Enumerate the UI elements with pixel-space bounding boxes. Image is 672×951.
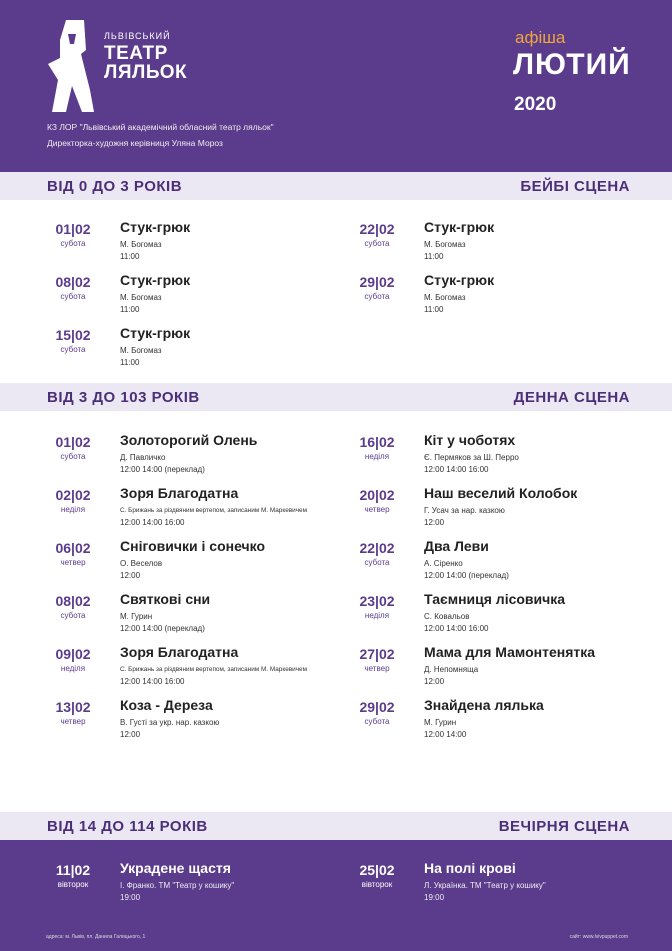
- event-date: 02|02: [55, 487, 91, 503]
- director-line: Директорка-художня керівниця Уляна Мороз: [47, 138, 223, 148]
- event-date: 13|02: [55, 699, 91, 715]
- event-title: Стук-грюк: [120, 325, 191, 341]
- event-title: Стук-грюк: [120, 272, 191, 288]
- event-weekday: субота: [60, 239, 86, 248]
- event-weekday: неділя: [364, 452, 390, 461]
- logo-word-puppets: ЛЯЛЬОК: [104, 62, 188, 83]
- event-time: 11:00: [120, 252, 140, 261]
- event-author: А. Сіренко: [424, 559, 463, 568]
- event-date: 08|02: [55, 593, 91, 609]
- event-title: Таємниця лісовичка: [424, 591, 566, 607]
- event-author: Л. Українка. ТМ "Театр у кошику": [424, 881, 546, 890]
- event-time: 11:00: [424, 305, 444, 314]
- event-weekday: субота: [364, 239, 390, 248]
- event-title: Мама для Мамонтенятка: [424, 644, 596, 660]
- stage-name: БЕЙБІ СЦЕНА: [520, 178, 630, 195]
- event-title: Два Леви: [424, 538, 489, 554]
- stage-name: ДЕННА СЦЕНА: [513, 389, 630, 406]
- event-date: 08|02: [55, 274, 91, 290]
- event-title: На полі крові: [424, 860, 516, 876]
- event-author: Д. Непомняща: [424, 665, 479, 674]
- year-title: 2020: [514, 94, 557, 115]
- event-title: Золоторогий Олень: [120, 432, 258, 448]
- event-date: 16|02: [359, 434, 395, 450]
- event-time: 12:00: [120, 730, 141, 739]
- event-weekday: субота: [60, 292, 86, 301]
- event-author: Є. Пермяков за Ш. Перро: [424, 453, 519, 462]
- event-weekday: неділя: [60, 505, 86, 514]
- event-time: 12:00 14:00 16:00: [424, 465, 489, 474]
- event-time: 12:00: [424, 518, 445, 527]
- event-author: С. Ковальов: [424, 612, 470, 621]
- event-weekday: четвер: [60, 717, 86, 726]
- event-title: Стук-грюк: [424, 272, 495, 288]
- event-title: Кіт у чоботях: [424, 432, 516, 448]
- afisha-label: афіша: [515, 28, 566, 47]
- theatre-figure-logo-icon: [46, 20, 98, 114]
- event-weekday: неділя: [60, 664, 86, 673]
- event-title: Коза - Дереза: [120, 697, 213, 713]
- event-time: 12:00: [120, 571, 141, 580]
- section-band-evening: [0, 812, 672, 840]
- event-time: 11:00: [120, 305, 140, 314]
- event-time: 12:00 14:00 16:00: [120, 518, 185, 527]
- logo-word-theatre: ТЕАТР: [104, 43, 168, 64]
- event-time: 19:00: [120, 893, 141, 902]
- event-date: 22|02: [359, 221, 395, 237]
- event-title: Святкові сни: [120, 591, 211, 607]
- section-band-baby: [0, 172, 672, 200]
- event-title: Зоря Благодатна: [120, 644, 239, 660]
- event-date: 29|02: [359, 274, 395, 290]
- event-time: 11:00: [424, 252, 444, 261]
- event-author: М. Богомаз: [424, 293, 466, 302]
- event-time: 12:00 14:00 (переклад): [120, 465, 205, 474]
- event-time: 12:00 14:00 (переклад): [424, 571, 509, 580]
- event-title: Зоря Благодатна: [120, 485, 239, 501]
- age-range: ВІД 14 ДО 114 РОКІВ: [47, 818, 208, 835]
- event-date: 22|02: [359, 540, 395, 556]
- event-author: М. Гурин: [424, 718, 457, 727]
- event-weekday: субота: [364, 292, 390, 301]
- event-author: О. Веселов: [120, 559, 163, 568]
- event-date: 20|02: [359, 487, 395, 503]
- event-time: 12:00 14:00: [424, 730, 467, 739]
- header: [0, 0, 672, 172]
- event-author: В. Густі за укр. нар. казкою: [120, 718, 220, 727]
- event-date: 09|02: [55, 646, 91, 662]
- event-date: 11|02: [55, 862, 91, 878]
- event-title: Сніговички і сонечко: [120, 538, 266, 554]
- address-footer: адреса: м. Львів, пл. Данила Галицького, 1: [46, 934, 146, 940]
- event-date: 06|02: [55, 540, 91, 556]
- event-date: 27|02: [359, 646, 395, 662]
- event-title: Наш веселий Колобок: [424, 485, 578, 501]
- event-author: І. Франко. ТМ "Театр у кошику": [120, 881, 235, 890]
- event-author: М. Богомаз: [424, 240, 466, 249]
- event-weekday: субота: [364, 717, 390, 726]
- event-author: М. Богомаз: [120, 346, 162, 355]
- logo-city: ЛЬВІВСЬКИЙ: [104, 31, 171, 41]
- event-title: Стук-грюк: [424, 219, 495, 235]
- event-author: М. Богомаз: [120, 293, 162, 302]
- event-date: 23|02: [359, 593, 395, 609]
- event-time: 12:00 14:00 16:00: [424, 624, 489, 633]
- event-author: С. Брижань за різдвяним вертепом, записаним М. Маркевичем: [120, 666, 307, 673]
- event-author: М. Гурин: [120, 612, 153, 621]
- age-range: ВІД 0 ДО 3 РОКІВ: [47, 178, 183, 195]
- website-footer[interactable]: сайт: www.lvivpuppet.com: [569, 934, 628, 940]
- month-title: ЛЮТИЙ: [513, 48, 631, 81]
- event-weekday: субота: [60, 452, 86, 461]
- event-author: Г. Усач за нар. казкою: [424, 506, 505, 515]
- event-weekday: неділя: [364, 611, 390, 620]
- event-weekday: вівторок: [57, 880, 89, 889]
- event-weekday: четвер: [364, 505, 390, 514]
- age-range: ВІД 3 ДО 103 РОКІВ: [47, 389, 200, 406]
- event-weekday: вівторок: [361, 880, 393, 889]
- organization-name: КЗ ЛОР "Львівський академічний обласний театр ляльок": [47, 122, 274, 132]
- event-date: 15|02: [55, 327, 91, 343]
- event-weekday: субота: [60, 611, 86, 620]
- event-title: Знайдена лялька: [424, 697, 544, 713]
- event-weekday: субота: [364, 558, 390, 567]
- stage-name: ВЕЧІРНЯ СЦЕНА: [498, 818, 630, 835]
- event-author: С. Брижань за різдвяним вертепом, записаним М. Маркевичем: [120, 507, 307, 514]
- event-weekday: четвер: [364, 664, 390, 673]
- event-author: Д. Павличко: [120, 453, 166, 462]
- event-time: 12:00: [424, 677, 445, 686]
- event-date: 25|02: [359, 862, 395, 878]
- event-time: 11:00: [120, 358, 140, 367]
- event-time: 12:00 14:00 (переклад): [120, 624, 205, 633]
- event-date: 01|02: [55, 221, 91, 237]
- event-time: 19:00: [424, 893, 445, 902]
- event-weekday: субота: [60, 345, 86, 354]
- event-date: 01|02: [55, 434, 91, 450]
- event-author: М. Богомаз: [120, 240, 162, 249]
- event-title: Украдене щастя: [120, 860, 231, 876]
- event-weekday: четвер: [60, 558, 86, 567]
- event-date: 29|02: [359, 699, 395, 715]
- event-time: 12:00 14:00 16:00: [120, 677, 185, 686]
- section-band-day: [0, 383, 672, 411]
- event-title: Стук-грюк: [120, 219, 191, 235]
